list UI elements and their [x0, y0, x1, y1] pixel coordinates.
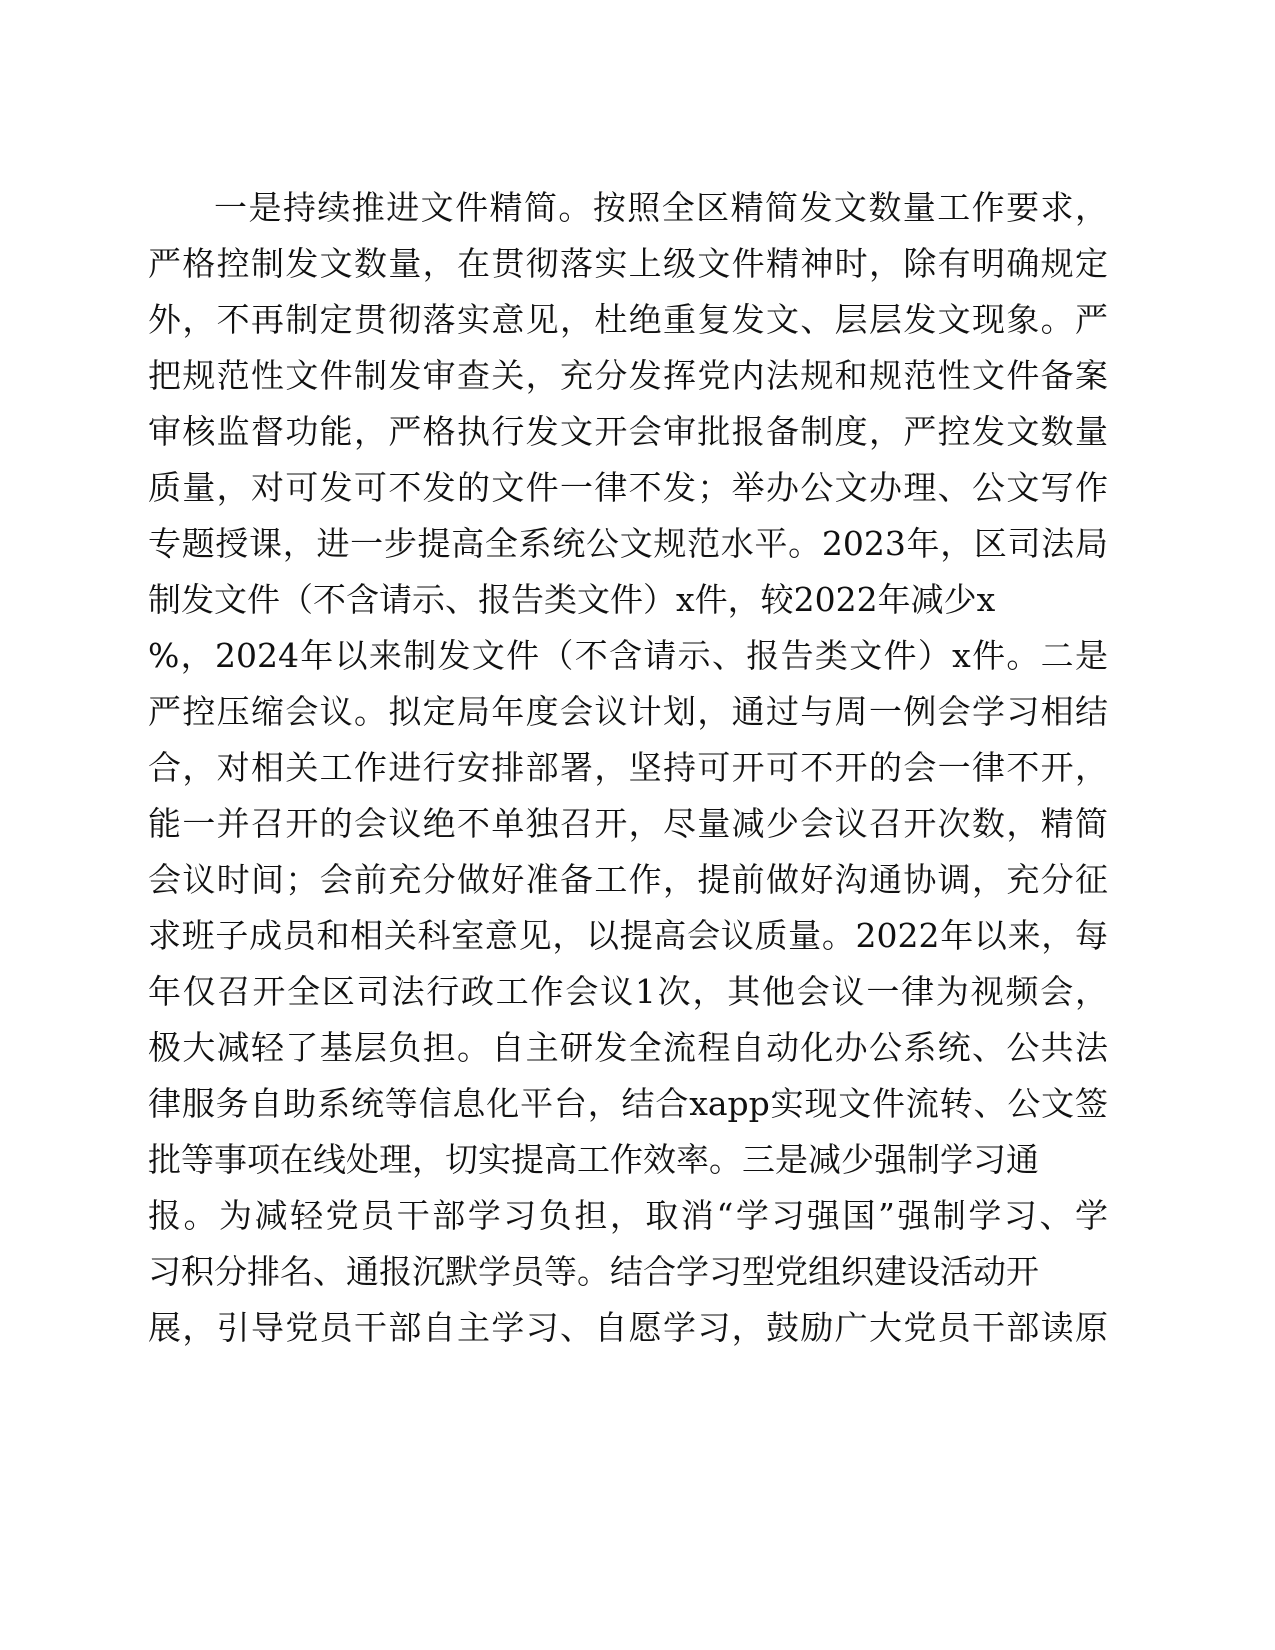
text-line: 质量，对可发可不发的文件一律不发；举办公文办理、公文写作: [148, 468, 1108, 507]
text-line: 批等事项在线处理，切实提高工作效率。三是减少强制学习通: [148, 1140, 1039, 1179]
text-line: 报。为减轻党员干部学习负担，取消“学习强国”强制学习、学: [148, 1196, 1108, 1235]
text-line: 能一并召开的会议绝不单独召开，尽量减少会议召开次数，精简: [148, 804, 1108, 843]
text-line: 求班子成员和相关科室意见，以提高会议质量。2022年以来，每: [148, 916, 1108, 955]
text-line: 合，对相关工作进行安排部署，坚持可开可不开的会一律不开，: [148, 748, 1108, 787]
text-line: 习积分排名、通报沉默学员等。结合学习型党组织建设活动开: [148, 1252, 1039, 1291]
text-line: 严格控制发文数量，在贯彻落实上级文件精神时，除有明确规定: [148, 244, 1108, 283]
text-line: 年仅召开全区司法行政工作会议1次，其他会议一律为视频会，: [148, 972, 1108, 1011]
text-line: 制发文件（不含请示、报告类文件）x件，较2022年减少x: [148, 580, 996, 619]
text-line: 极大减轻了基层负担。自主研发全流程自动化办公系统、公共法: [148, 1028, 1108, 1067]
text-line: 一是持续推进文件精简。按照全区精简发文数量工作要求，: [214, 188, 1108, 227]
text-line: 专题授课，进一步提高全系统公文规范水平。2023年，区司法局: [148, 524, 1108, 563]
body-paragraph: [148, 180, 1108, 1356]
text-line: 展，引导党员干部自主学习、自愿学习，鼓励广大党员干部读原: [148, 1308, 1108, 1347]
text-line: 会议时间；会前充分做好准备工作，提前做好沟通协调，充分征: [148, 860, 1108, 899]
text-line: 外，不再制定贯彻落实意见，杜绝重复发文、层层发文现象。严: [148, 300, 1108, 339]
text-line: 律服务自助系统等信息化平台，结合xapp实现文件流转、公文签: [148, 1084, 1108, 1123]
text-line: 严控压缩会议。拟定局年度会议计划，通过与周一例会学习相结: [148, 692, 1108, 731]
text-line: 审核监督功能，严格执行发文开会审批报备制度，严控发文数量: [148, 412, 1108, 451]
text-line: 把规范性文件制发审查关，充分发挥党内法规和规范性文件备案: [148, 356, 1108, 395]
text-line: %，2024年以来制发文件（不含请示、报告类文件）x件。二是: [148, 636, 1108, 675]
